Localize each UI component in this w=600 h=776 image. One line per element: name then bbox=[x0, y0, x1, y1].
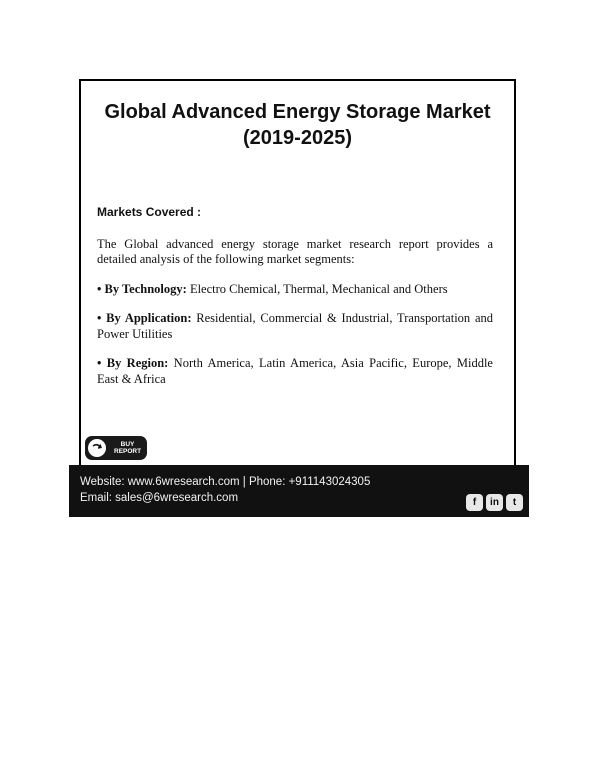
report-card bbox=[79, 79, 516, 465]
twitter-icon[interactable]: t bbox=[506, 494, 523, 511]
report-content bbox=[97, 205, 493, 401]
buy-label-line1: BUY bbox=[120, 441, 135, 448]
facebook-icon[interactable]: f bbox=[466, 494, 483, 511]
intro-paragraph: The Global advanced energy storage market research report provides a detailed analysis of the following market segments: bbox=[97, 236, 493, 266]
buy-label-line2: REPORT bbox=[114, 448, 142, 455]
segment-application bbox=[97, 311, 493, 342]
segment-text: North America, Latin America, Asia Pacific, Europe, Middle East & Africa bbox=[97, 356, 493, 386]
segment-label: • By Region: bbox=[97, 356, 169, 370]
segment-label: • By Application: bbox=[97, 311, 192, 325]
social-links bbox=[466, 494, 523, 511]
footer-contact-line: Website: www.6wresearch.com | Phone: +911143024305 bbox=[80, 476, 371, 488]
buy-report-button[interactable] bbox=[85, 436, 147, 460]
segment-region bbox=[97, 356, 493, 387]
footer-bar bbox=[69, 465, 529, 517]
segment-label: • By Technology: bbox=[97, 281, 187, 296]
buy-report-label bbox=[114, 441, 141, 455]
segment-text: Residential, Commercial & Industrial, Transportation and Power Utilities bbox=[97, 311, 493, 341]
segment-technology bbox=[97, 282, 493, 298]
report-title: Global Advanced Energy Storage Market (2019-2025) bbox=[104, 101, 491, 149]
arrow-icon bbox=[88, 439, 106, 457]
footer-email-line: Email: sales@6wresearch.com bbox=[80, 492, 239, 504]
markets-covered-label: Markets Covered : bbox=[97, 205, 202, 219]
linkedin-icon[interactable]: in bbox=[486, 494, 503, 511]
segment-text: Electro Chemical, Thermal, Mechanical and Others bbox=[186, 281, 448, 296]
